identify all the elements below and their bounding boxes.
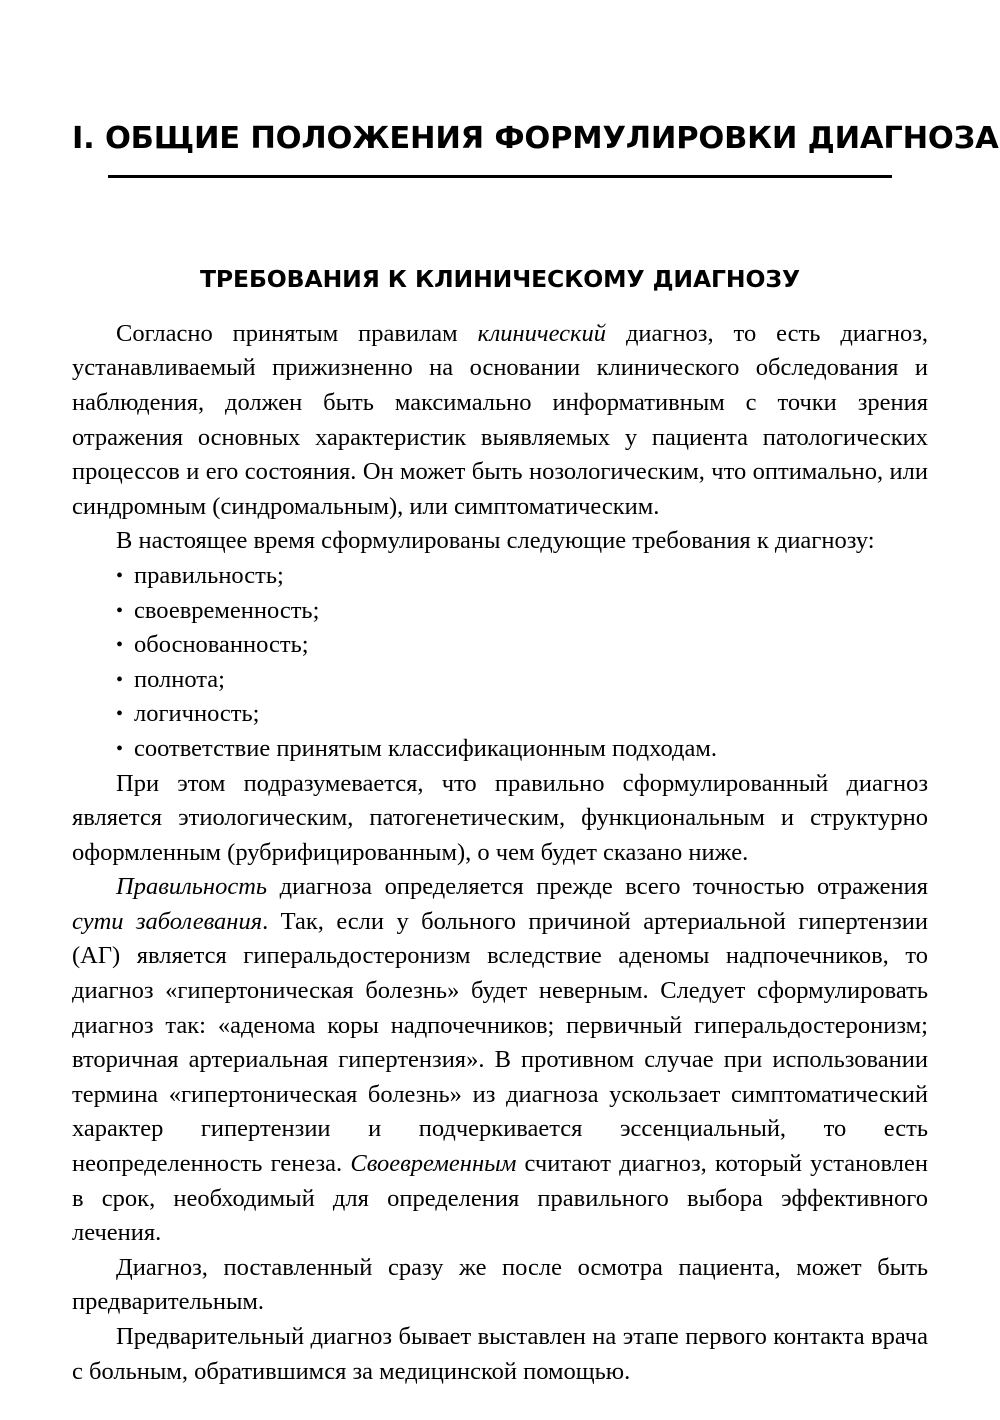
list-item: • логичность;	[72, 697, 928, 732]
list-item: • обоснованность;	[72, 628, 928, 663]
chapter-title: I. ОБЩИЕ ПОЛОЖЕНИЯ ФОРМУЛИРОВКИ ДИАГНОЗА	[72, 121, 999, 156]
list-item: • соответствие принятым классификационным подходам.	[72, 732, 928, 767]
paragraph-1-emphasis: клинический	[477, 319, 606, 347]
list-item: • своевременность;	[72, 594, 928, 629]
list-item: • правильность;	[72, 559, 928, 594]
paragraph-3: При этом подразумевается, что правильно сформулированный диагноз является этиологическим, патогенетическим, функциональным и структурно оформленным (рубрифицированным), о чем будет сказано ниже.	[72, 769, 928, 866]
paragraph-4-emphasis-3: Своевременным	[350, 1150, 517, 1178]
paragraph-1-part-a: Согласно принятым правилам	[116, 319, 478, 347]
paragraph-6: Предварительный диагноз бывает выставлен на этапе первого контакта врача с больным, обратившимся за медицинской помощью.	[72, 1323, 928, 1385]
paragraph-4-part-c: считают диагноз, который установлен в срок, необходимый для определения правильного выбора эффективного лечения.	[72, 1150, 928, 1247]
paragraph-4-part-b: . Так, если у больного причиной артериальной гипертензии (АГ) является гиперальдостеронизм вследствие аденомы надпочечников, то диагноз «гипертоническая болезнь» будет неверным. Следует сформулировать диагноз так: «аденома коры надпочечников; первичный гиперальдостеронизм; вторичная артериальная гипертензия». В противном случае при использовании термина «гипертоническая болезнь» из диагноза ускользает симптоматический характер гипертензии и подчеркивается эссенциальный, то есть неопределенность генеза.	[72, 907, 928, 1178]
requirements-list	[72, 559, 928, 767]
section-title: ТРЕБОВАНИЯ К КЛИНИЧЕСКОМУ ДИАГНОЗУ	[199, 264, 800, 293]
paragraph-4-emphasis-2: сути заболевания	[72, 907, 263, 935]
body-text	[72, 293, 928, 1389]
list-item: • полнота;	[72, 663, 928, 698]
paragraph-4-emphasis-1: Правильность	[116, 873, 268, 901]
paragraph-4	[72, 870, 928, 1251]
paragraph-5: Диагноз, поставленный сразу же после осмотра пациента, может быть предварительным.	[72, 1253, 928, 1316]
paragraph-1	[72, 317, 928, 525]
paragraph-1-part-b: диагноз, то есть диагноз, устанавливаемый прижизненно на основании клинического обследования и наблюдения, должен быть максимально информативным с точки зрения отражения основных характеристик выявляемых у пациента патологических процессов и его состояния. Он может быть нозологическим, что оптимально, или синдромным (синдромальным), или симптоматическим.	[72, 319, 928, 520]
paragraph-4-part-a: диагноза определяется прежде всего точностью отражения	[267, 873, 928, 901]
paragraph-2: В настоящее время сформулированы следующие требования к диагнозу:	[116, 527, 875, 555]
